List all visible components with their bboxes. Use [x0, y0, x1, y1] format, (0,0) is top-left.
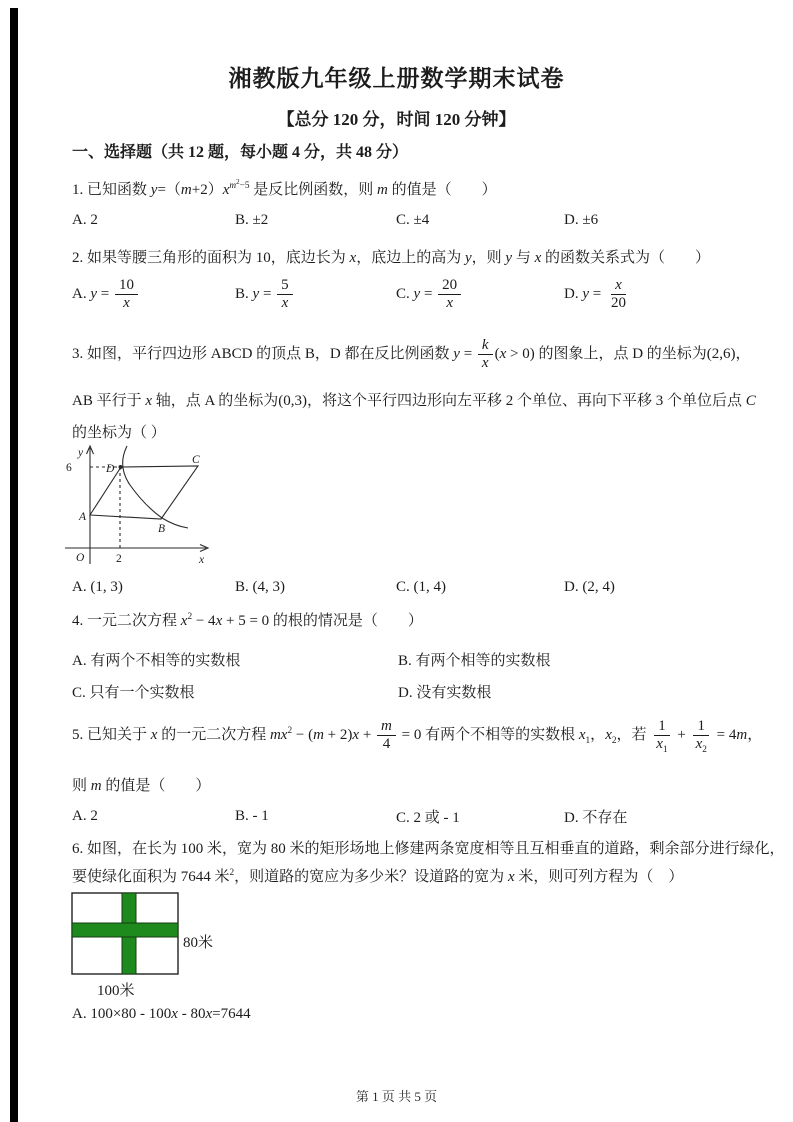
point-d-dot — [119, 465, 123, 469]
q6-stem-line2: 要使绿化面积为 7644 米$^2$，则道路的宽应为多少米？设道路的宽为 x 米，则可列方程为（ ） — [72, 868, 684, 885]
q6-stem-line1: 6. 如图，在长为 100 米，宽为 80 米的矩形场地上修建两条宽度相等且互相垂直的道路，剩余部分进行绿化， — [72, 841, 785, 857]
height-label-80m: 80米 — [183, 935, 214, 951]
point-c-label: C — [192, 454, 200, 466]
q2-stem: 2. 如果等腰三角形的面积为 10，底边长为 x，底边上的高为 y，则 y 与 x 的函数关系式为（ ） — [72, 250, 711, 266]
q1-option-d: D. ±6 — [564, 212, 599, 228]
q4-options-row2 — [72, 681, 763, 702]
x-tick-2: 2 — [116, 553, 122, 565]
score-time-subtitle: 【总分 120 分，时间 120 分钟】 — [277, 110, 516, 129]
q2-option-b: B. y = $\frac{5}{x}$ — [235, 277, 396, 313]
q5-option-c: C. 2 或 - 1 — [396, 810, 460, 826]
scan-edge-artifact — [10, 8, 18, 1122]
q1-stem: 1. 已知函数 $y=(m+2)x^{m^2-5}$ 是反比例函数，则 m 的值是（ ） — [72, 177, 497, 198]
horizontal-road — [72, 923, 178, 937]
y-axis-label: y — [78, 447, 84, 459]
q3-option-a: A. (1, 3) — [72, 579, 123, 595]
q2-option-d: D. y = $\frac{x}{20}$ — [564, 277, 626, 312]
y-tick-6: 6 — [66, 462, 72, 474]
q1-options — [72, 212, 763, 229]
q4-stem: 4. 一元二次方程 $x^2 - 4x + 5 = 0$ 的根的情况是（ ） — [72, 612, 423, 629]
q2-option-c: C. y = $\frac{20}{x}$ — [396, 277, 564, 313]
q6-option-a: A. 100×80 - 100x - 80x=7644 — [72, 1006, 251, 1022]
q3-stem-line3: 的坐标为（ ） — [72, 425, 166, 441]
q5-options — [72, 806, 763, 827]
q5-option-b: B. - 1 — [235, 808, 269, 824]
q1-option-c: C. ±4 — [396, 212, 430, 228]
q3-option-c: C. (1, 4) — [396, 579, 446, 595]
q6-road-figure — [70, 891, 300, 1003]
q4-option-c: C. 只有一个实数根 — [72, 685, 195, 701]
q3-option-d: D. (2, 4) — [564, 579, 615, 595]
q4-option-a: A. 有两个不相等的实数根 — [72, 653, 241, 669]
point-b-label: B — [158, 523, 166, 535]
q3-stem-line2: AB 平行于 x 轴，点 A 的坐标为(0,3)，将这个平行四边形向左平移 2 个单位、再向下平移 3 个单位后点 C — [72, 393, 756, 409]
q3-parallelogram-hyperbola-figure — [62, 444, 214, 570]
q4-option-d: D. 没有实数根 — [398, 685, 492, 701]
q2-options — [72, 277, 763, 313]
q4-options-row1 — [72, 649, 763, 670]
q1-option-b: B. ±2 — [235, 212, 269, 228]
page-title: 湘教版九年级上册数学期末试卷 — [228, 66, 565, 91]
q5-option-a: A. 2 — [72, 808, 98, 824]
q5-option-d: D. 不存在 — [564, 810, 628, 826]
q5-stem-line1: 5. 已知关于 x 的一元二次方程 $mx^2 - (m + 2)x$ + $\frac{m}{4}$ = 0 有两个不相等的实数根 $x_1$，$x_2$，若 $\frac{1}{x_1}$ + $\frac{1}{x_2}$ = 4m， — [72, 718, 763, 756]
q1-option-a: A. 2 — [72, 212, 98, 228]
point-d-label: D — [106, 463, 115, 475]
q3-options — [72, 579, 763, 596]
width-label-100m: 100米 — [97, 983, 135, 999]
hyperbola-curve — [123, 446, 188, 528]
q4-option-b: B. 有两个相等的实数根 — [398, 653, 551, 669]
q3-option-b: B. (4, 3) — [235, 579, 285, 595]
origin-label: O — [76, 552, 85, 564]
q3-stem-line1: 3. 如图，平行四边形 ABCD 的顶点 B，D 都在反比例函数 y = $\frac{k}{x}$ (x > 0) 的图象上，点 D 的坐标为(2,6)， — [72, 337, 751, 372]
q2-option-a: A. y = $\frac{10}{x}$ — [72, 277, 235, 313]
page-number-footer: 第 1 页 共 5 页 — [355, 1089, 438, 1104]
q5-stem-line2: 则 m 的值是（ ） — [72, 778, 211, 794]
section-1-heading: 一、选择题（共 12 题，每小题 4 分，共 48 分） — [72, 144, 409, 161]
x-axis-label: x — [199, 554, 205, 566]
point-a-label: A — [79, 511, 87, 523]
